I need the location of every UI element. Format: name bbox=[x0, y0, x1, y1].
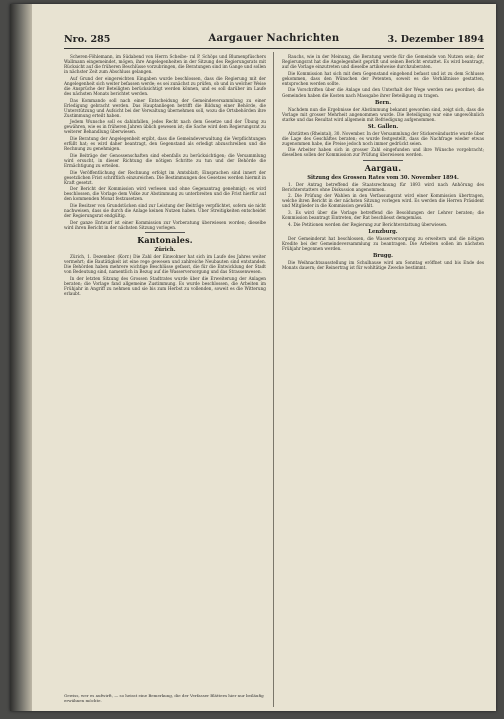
paragraph: Das Kommando soll nach einer Entscheidung der Gemeindeversammlung zu einer Erledigung gebracht werden. Das Hauptanliegen betrifft die Bildung einer Behörde, die Unterstützung und Aufsicht bei der Verwaltung übernehmen soll, wozu die Ortsbehörden ihre Zustimmung erteilt haben. bbox=[64, 97, 266, 118]
paragraph: Nachdem nun die Ergebnisse der Abstimmung bekannt geworden sind, zeigt sich, dass die Vorlage mit grosser Mehrheit angenommen wurde. Die Beteiligung war eine ungewöhnlich starke und das Resultat wird allgemein mit Befriedigung aufgenommen. bbox=[282, 106, 484, 122]
subsection-heading-lenzburg: Lenzburg. bbox=[368, 228, 398, 235]
issue-number: Nro. 285 bbox=[64, 34, 111, 45]
subsection-heading-bern: Bern. bbox=[375, 99, 391, 106]
issue-date: 3. Dezember 1894 bbox=[387, 34, 484, 45]
footnote: Gewiss, wer es aufwirft, — so heisst eine Bemerkung, die der Verfasser Blättern hier nur beiläufig erwähnen möchte. bbox=[64, 693, 264, 703]
paragraph: Die Arbeiter haben sich in grosser Zahl eingefunden und ihre Wünsche vorgebracht; dieselben sollen der Kommission zur Prüfung überwiesen werden. bbox=[282, 147, 484, 158]
book-binding bbox=[10, 4, 32, 711]
paragraph: Die Veröffentlichung der Rechnung erfolgt im Amtsblatt; Einsprachen sind innert der gesetzlichen Frist schriftlich einzureichen. Die Bestimmungen des Gesetzes werden hiermit in Kraft gesetzt. bbox=[64, 169, 266, 185]
newspaper-title: Aargauer Nachrichten bbox=[208, 33, 340, 44]
header-rule bbox=[64, 48, 484, 49]
left-column bbox=[64, 54, 266, 704]
paragraph: 1. Der Antrag betreffend die Staatsrechnung für 1893 wird nach Anhörung des Berichterstatters ohne Diskussion angenommen. bbox=[282, 181, 484, 192]
paragraph: Der Gemeinderat hat beschlossen, die Wasserversorgung zu erweitern und die nötigen Kredite bei der Gemeindeversammlung zu beantragen. Die Arbeiten sollen im nächsten Frühjahr begonnen werden. bbox=[282, 235, 484, 251]
paragraph: Der ganze Entwurf ist einer Kommission zur Vorberatung überwiesen worden; dieselbe wird ihren Bericht in der nächsten Sitzung vorlegen. bbox=[64, 219, 266, 230]
page-header bbox=[64, 34, 484, 48]
subsection-heading-brugg: Brugg. bbox=[373, 252, 393, 259]
section-heading-kantonales: Kantonales. bbox=[137, 234, 193, 245]
paragraph: 3. Es wird über die Vorlage betreffend die Besoldungen der Lehrer beraten; die Kommission beantragt Eintreten, der Rat beschliesst demgemäss. bbox=[282, 209, 484, 220]
paragraph: Die Beratung der Angelegenheit ergibt, dass die Gemeindeverwaltung die Verpflichtungen erfüllt hat; es wird daher beantragt, den Gegenstand als erledigt abzuschreiben und die Rechnung zu genehmigen. bbox=[64, 136, 266, 152]
right-column bbox=[282, 54, 484, 704]
paragraph: Die Kommission hat sich mit dem Gegenstand eingehend befasst und ist zu dem Schlusse gekommen, dass den Wünschen der Petenten, soweit es die Verhältnisse gestatten, entsprochen werden sollte. bbox=[282, 70, 484, 86]
paragraph: Auf Grund der eingereichten Eingaben wurde beschlossen, dass die Regierung mit der Angelegenheit sich weiter befassen werde; es sei zunächst zu prüfen, ob und in welcher Weise die Ansprüche der Beteiligten berücksichtigt werden können, und es soll darüber im Laufe des nächsten Monats berichtet werden. bbox=[64, 75, 266, 96]
section-divider bbox=[363, 160, 403, 161]
paragraph: Die Besitzer von Grundstücken sind zur Leistung der Beiträge verpflichtet, sofern sie nicht nachweisen, dass sie durch die Anlage keinen Nutzen haben. Über Streitigkeiten entscheidet der Regierungsrat endgültig. bbox=[64, 203, 266, 219]
subsection-heading-zuerich: Zürich. bbox=[154, 246, 176, 253]
paragraph: 2. Die Prüfung der Wahlen in den Verfassungsrat wird einer Kommission übertragen, welche ihren Bericht in der nächsten Sitzung vorlegen wird. Es werden die Herren Präsident und Mitglieder in die Kommission gewählt. bbox=[282, 193, 484, 209]
paragraph: Zürich, 1. Dezember. (Korr.) Die Zahl der Einwohner hat sich im Laufe des Jahres weiter vermehrt; die Bautätigkeit ist eine rege gewesen und zahlreiche Neubauten sind entstanden. Die Behörden haben mehrere wichtige Beschlüsse gefasst, die für die Entwicklung der Stadt von Bedeutung sind, namentlich in Bezug auf die Wasserversorgung und das Strassenwesen. bbox=[64, 253, 266, 274]
paragraph: Der Bericht der Kommission wird verlesen und ohne Gegenantrag genehmigt; es wird beschlossen, die Vorlage dem Volke zur Abstimmung zu unterbreiten und die Frist hierfür auf den kommenden Monat festzusetzen. bbox=[64, 186, 266, 202]
paragraph: 4. Die Petitionen werden der Regierung zur Berichterstattung überwiesen. bbox=[288, 221, 448, 227]
subsection-heading-st-gallen: St. Gallen. bbox=[367, 123, 399, 130]
column-separator bbox=[273, 52, 274, 707]
paragraph: Scheren-Föhlemann, im Südabend von Herrn Scheibe- ral P. Schöps und Blumenpfüschers Wallmann eingemeindet, mögen, ihre Angelegenheiten in der Sitzung des Regierungsrats mit Rücksicht auf die früheren Beschlüsse vorzubringen, die Beratungen sind im Gange und sollen in nächster Zeit zum Abschluss gelangen. bbox=[64, 54, 266, 75]
paragraph: Die Vorschriften über die Anlage und den Unterhalt der Wege werden neu geordnet; die Gemeinden haben die Kosten nach Massgabe ihrer Beteiligung zu tragen. bbox=[282, 87, 484, 98]
paragraph: In der letzten Sitzung des Grossen Stadtrates wurde über die Erweiterung der Anlagen beraten; die Vorlage fand allgemeine Zustimmung. Es wurde beschlossen, die Arbeiten im Frühjahr in Angriff zu nehmen und sie bis zum Herbst zu vollenden, soweit es die Witterung erlaubt. bbox=[64, 275, 266, 296]
newspaper-page bbox=[10, 4, 496, 711]
paragraph: Jedem Wunsche soll es dahinfallen, jedes Recht nach dem Gesetze und der Übung zu gewähren, wie es in früheren Jahren üblich gewesen ist; die Sache wird dem Regierungsrat zu weiterer Behandlung überwiesen. bbox=[64, 119, 266, 135]
paragraph: Rauchs, wie in der Meinung, die Beratung werde für die Gemeinde von Nutzen sein; der Regierungsrat hat die Angelegenheit geprüft und seinen Bericht erstattet. Es wird beantragt, auf die Vorlage einzutreten und dieselbe artikelweise durchzuberaten. bbox=[282, 54, 484, 70]
paragraph: Die Beiträge der Genossenschaften sind ebenfalls zu berücksichtigen; die Versammlung wird ersucht, in dieser Richtung die nötigen Schritte zu tun und der Behörde die Ermächtigung zu erteilen. bbox=[64, 152, 266, 168]
section-heading-aargau: Aargau. bbox=[364, 162, 402, 173]
paragraph: Die Weihnachtsausstellung im Schulhause wird am Sonntag eröffnet und bis Ende des Monats dauern; der Reinertrag ist für wohltätige Zwecke bestimmt. bbox=[282, 259, 484, 270]
section-divider bbox=[145, 232, 185, 233]
paragraph: Altstätten (Rheintal), 30. November. In der Versammlung der Stickereiindustrie wurde über die Lage des Geschäftes beraten; es wurde festgestellt, dass die Nachfrage wieder etwas zugenommen habe, die Preise jedoch noch immer gedrückt seien. bbox=[282, 130, 484, 146]
subsection-heading-grossrat: Sitzung des Grossen Rates vom 30. November 1894. bbox=[307, 174, 459, 181]
